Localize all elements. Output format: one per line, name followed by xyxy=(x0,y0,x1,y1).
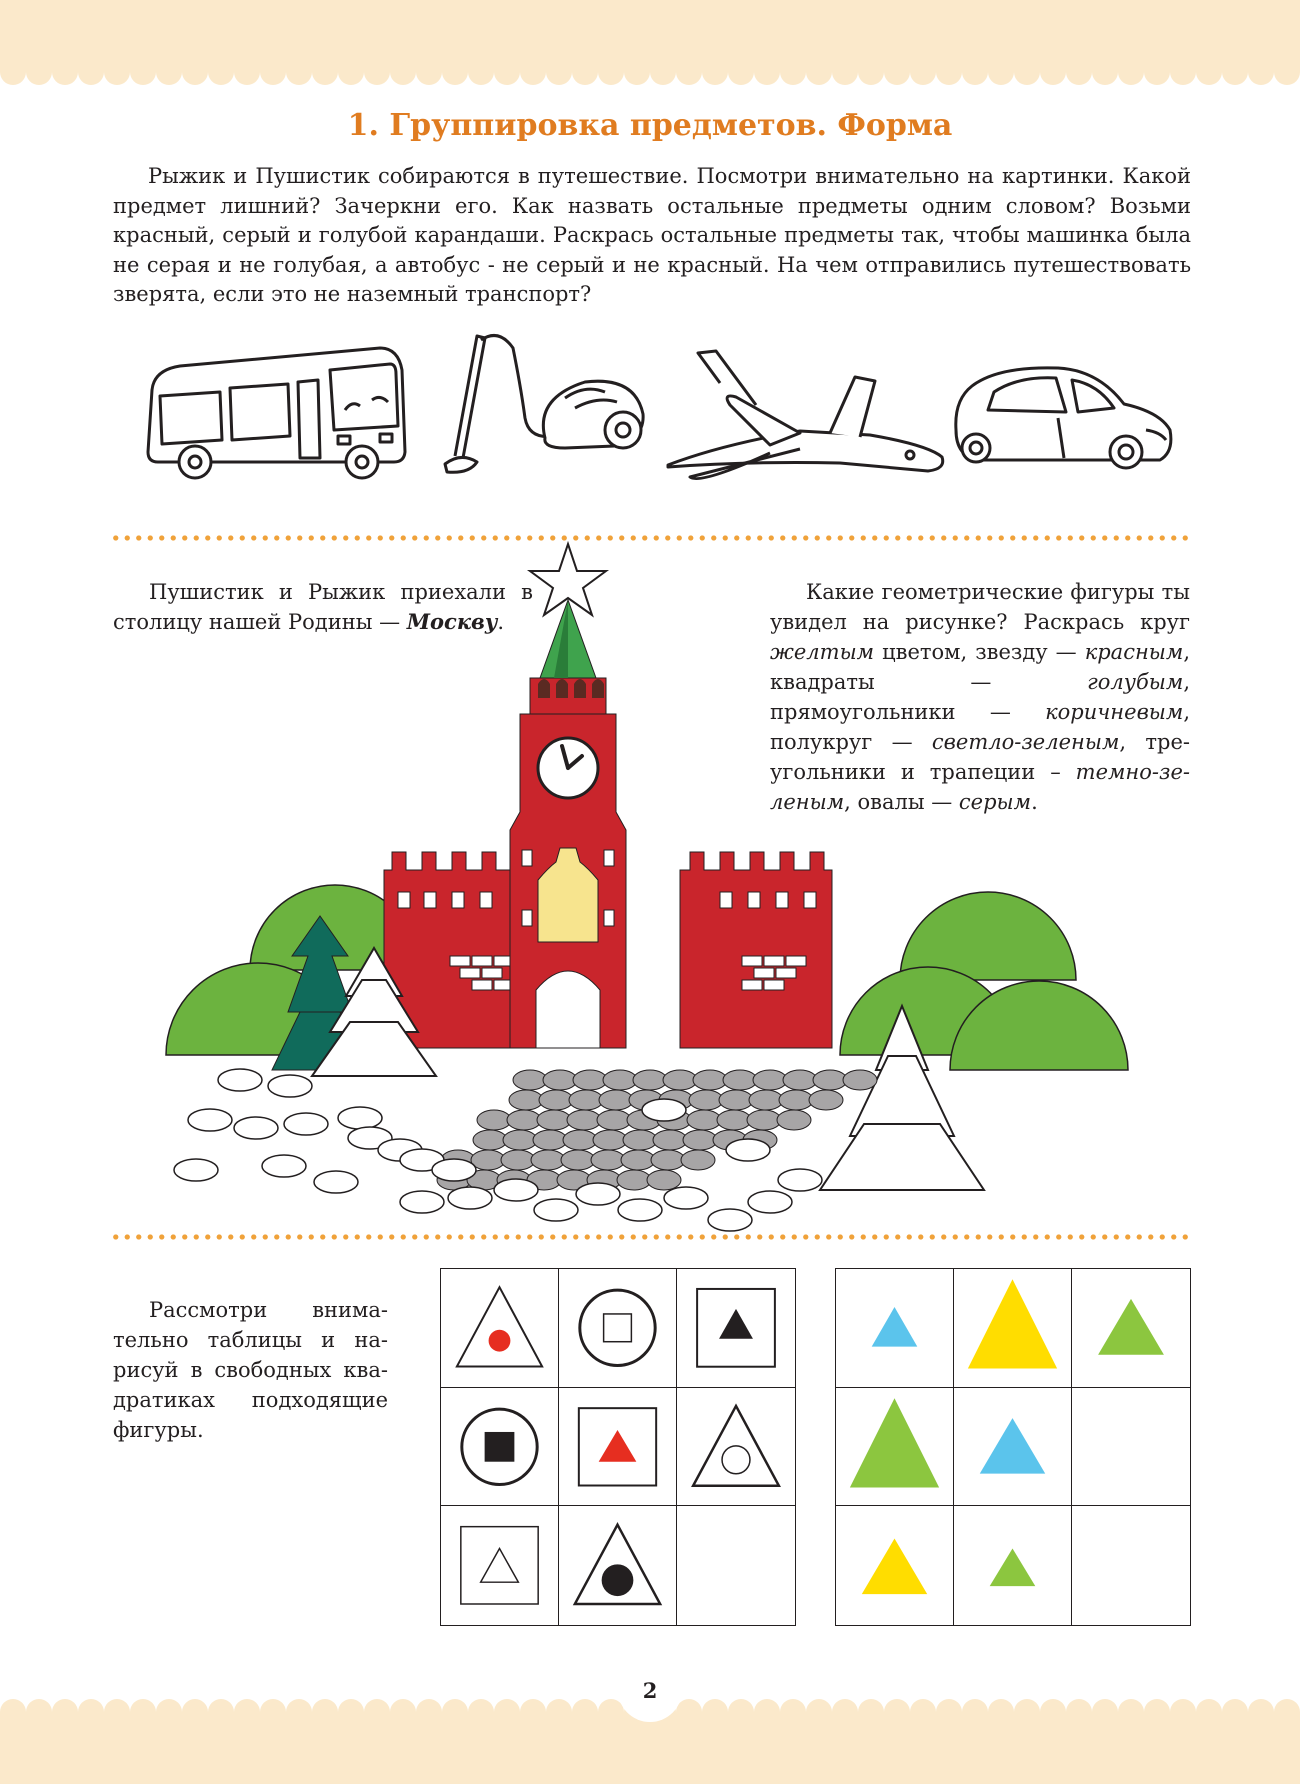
paving-oval-gray xyxy=(509,1090,543,1110)
bus-picture xyxy=(140,340,410,480)
paving-oval-white xyxy=(448,1187,492,1209)
cell-square-black-triangle xyxy=(677,1269,795,1388)
paving-oval-gray xyxy=(603,1070,637,1090)
cell-empty-1[interactable] xyxy=(677,1506,795,1625)
cell-empty-2[interactable] xyxy=(1072,1388,1190,1507)
paving-oval-white xyxy=(188,1109,232,1131)
paving-oval-gray xyxy=(593,1130,627,1150)
cell-yellow-medium-triangle xyxy=(836,1506,954,1625)
page-frame-top xyxy=(0,0,1300,95)
tables-paragraph: Рассмотри внимательно таблицы и нарисуй в свободных квадратиках подходящие фигуры. xyxy=(113,1298,388,1442)
shapes-table-left xyxy=(440,1268,796,1626)
paving-oval-gray xyxy=(569,1090,603,1110)
cell-circle-black-square xyxy=(441,1388,559,1507)
paving-oval-gray xyxy=(779,1090,813,1110)
paving-oval-white xyxy=(234,1117,278,1139)
paving-oval-gray xyxy=(617,1170,651,1190)
instr-part-7: , овалы — xyxy=(844,790,959,814)
instr-yellow: желтым xyxy=(770,640,875,664)
dotted-divider-1 xyxy=(110,535,1192,541)
paving-oval-gray xyxy=(687,1110,721,1130)
cell-square-red-triangle xyxy=(559,1388,677,1507)
instr-part-6: , треугольники и трапеции – xyxy=(770,730,1190,784)
paving-oval-white xyxy=(726,1139,770,1161)
cell-circle-square xyxy=(559,1269,677,1388)
paving-oval-gray xyxy=(477,1110,511,1130)
kremlin-gate xyxy=(536,971,600,1048)
instr-part-2: цветом, звезду — xyxy=(874,640,1085,664)
paving-oval-white xyxy=(708,1209,752,1231)
paving-oval-gray xyxy=(473,1130,507,1150)
instr-gray: серым xyxy=(958,790,1032,814)
paving-oval-gray xyxy=(663,1070,697,1090)
paving-oval-gray xyxy=(723,1070,757,1090)
paving-oval-gray xyxy=(513,1070,547,1090)
paving-oval-gray xyxy=(537,1110,571,1130)
cell-green-big-triangle xyxy=(836,1388,954,1507)
paving-oval-gray xyxy=(683,1130,717,1150)
instr-dark-green: темно-зеленым xyxy=(770,760,1190,814)
paving-oval-white xyxy=(284,1113,328,1135)
cell-blue-small-triangle xyxy=(836,1269,954,1388)
paving-oval-gray xyxy=(653,1130,687,1150)
paving-oval-white xyxy=(778,1169,822,1191)
paving-oval-gray xyxy=(633,1070,667,1090)
paving-oval-white xyxy=(268,1075,312,1097)
paving-oval-gray xyxy=(503,1130,537,1150)
cell-triangle-red-circle xyxy=(441,1269,559,1388)
instr-part-1: Какие геометрические фигуры ты увидел на рисунке? Раскрась круг xyxy=(770,580,1190,634)
paving-oval-gray xyxy=(573,1070,607,1090)
moscow-text: Пушистик и Рыжик приехали в столицу нашей Родины — xyxy=(113,580,533,634)
paving-oval-gray xyxy=(597,1110,631,1130)
cell-empty-3[interactable] xyxy=(1072,1506,1190,1625)
paving-oval-gray xyxy=(693,1070,727,1090)
instr-red: красным xyxy=(1084,640,1184,664)
paving-oval-white xyxy=(400,1191,444,1213)
instr-part-8: . xyxy=(1031,790,1038,814)
paving-oval-white xyxy=(338,1107,382,1129)
paving-oval-white xyxy=(534,1199,578,1221)
paving-oval-gray xyxy=(719,1090,753,1110)
paving-oval-gray xyxy=(647,1170,681,1190)
paving-oval-white xyxy=(218,1069,262,1091)
paving-oval-gray xyxy=(507,1110,541,1130)
instr-part-4: , прямоугольники — xyxy=(770,670,1190,724)
instr-light-green: светло-зеленым xyxy=(931,730,1120,754)
airplane-picture xyxy=(660,345,950,490)
dotted-divider-2 xyxy=(110,1234,1192,1240)
paving-oval-gray xyxy=(623,1130,657,1150)
cell-square-triangle xyxy=(441,1506,559,1625)
paving-oval-white xyxy=(314,1171,358,1193)
paving-oval-gray xyxy=(681,1150,715,1170)
paving-oval-gray xyxy=(471,1150,505,1170)
paving-oval-gray xyxy=(809,1090,843,1110)
paving-oval-gray xyxy=(777,1110,811,1130)
paving-oval-gray xyxy=(651,1150,685,1170)
paving-oval-white xyxy=(642,1099,686,1121)
moscow-period: . xyxy=(497,610,505,634)
paving-oval-gray xyxy=(749,1090,783,1110)
car-picture xyxy=(948,360,1178,480)
paving-oval-white xyxy=(664,1187,708,1209)
page-number: 2 xyxy=(642,1677,658,1703)
paving-oval-white xyxy=(748,1191,792,1213)
paving-oval-gray xyxy=(561,1150,595,1170)
instr-brown: коричневым xyxy=(1045,700,1184,724)
paving-oval-gray xyxy=(843,1070,877,1090)
paving-oval-gray xyxy=(783,1070,817,1090)
page-title: 1. Группировка предметов. Форма xyxy=(347,108,953,143)
paving-oval-gray xyxy=(599,1090,633,1110)
paving-oval-white xyxy=(618,1199,662,1221)
paving-oval-gray xyxy=(531,1150,565,1170)
instr-blue: голубым xyxy=(1087,670,1184,694)
paving-oval-gray xyxy=(567,1110,601,1130)
vacuum-cleaner-picture xyxy=(425,328,655,478)
moscow-word: Москву xyxy=(406,609,498,634)
kremlin-scene xyxy=(160,550,1140,1200)
paving-oval-white xyxy=(432,1159,476,1181)
paving-oval-gray xyxy=(753,1070,787,1090)
shapes-table-right xyxy=(835,1268,1191,1626)
paving-oval-gray xyxy=(533,1130,567,1150)
paving-oval-gray xyxy=(717,1110,751,1130)
paving-oval-gray xyxy=(591,1150,625,1170)
instr-part-5: , полукруг — xyxy=(770,700,1190,754)
paving-oval-white xyxy=(576,1183,620,1205)
cell-green-small-triangle xyxy=(954,1506,1072,1625)
paving-oval-gray xyxy=(501,1150,535,1170)
instr-part-3: , квадраты — xyxy=(770,640,1190,694)
paving-oval-white xyxy=(262,1155,306,1177)
cell-triangle-black-circle xyxy=(559,1506,677,1625)
paving-oval-gray xyxy=(747,1110,781,1130)
paving-oval-gray xyxy=(813,1070,847,1090)
paving-oval-gray xyxy=(621,1150,655,1170)
paving-oval-white xyxy=(174,1159,218,1181)
cell-triangle-circle xyxy=(677,1388,795,1507)
paving-oval-gray xyxy=(689,1090,723,1110)
paving-oval-gray xyxy=(543,1070,577,1090)
paving-oval-gray xyxy=(563,1130,597,1150)
paving-oval-white xyxy=(494,1179,538,1201)
paving-oval-gray xyxy=(539,1090,573,1110)
cell-green-medium-triangle xyxy=(1072,1269,1190,1388)
cell-blue-medium-triangle xyxy=(954,1388,1072,1507)
intro-paragraph: Рыжик и Пушистик собираются в путешествие. Посмотри внимательно на картинки. Какой предмет лишний? Зачеркни его. Как назвать остальные предметы одним словом? Возьми красный, серый и голубой карандаши. Раскрась остальные предметы так, чтобы машинка была не серая и не голубая, а автобус - не серый и не красный. На чем отправились путешествовать зверята, если это не наземный транспорт? xyxy=(113,164,1191,306)
cell-yellow-big-triangle xyxy=(954,1269,1072,1388)
